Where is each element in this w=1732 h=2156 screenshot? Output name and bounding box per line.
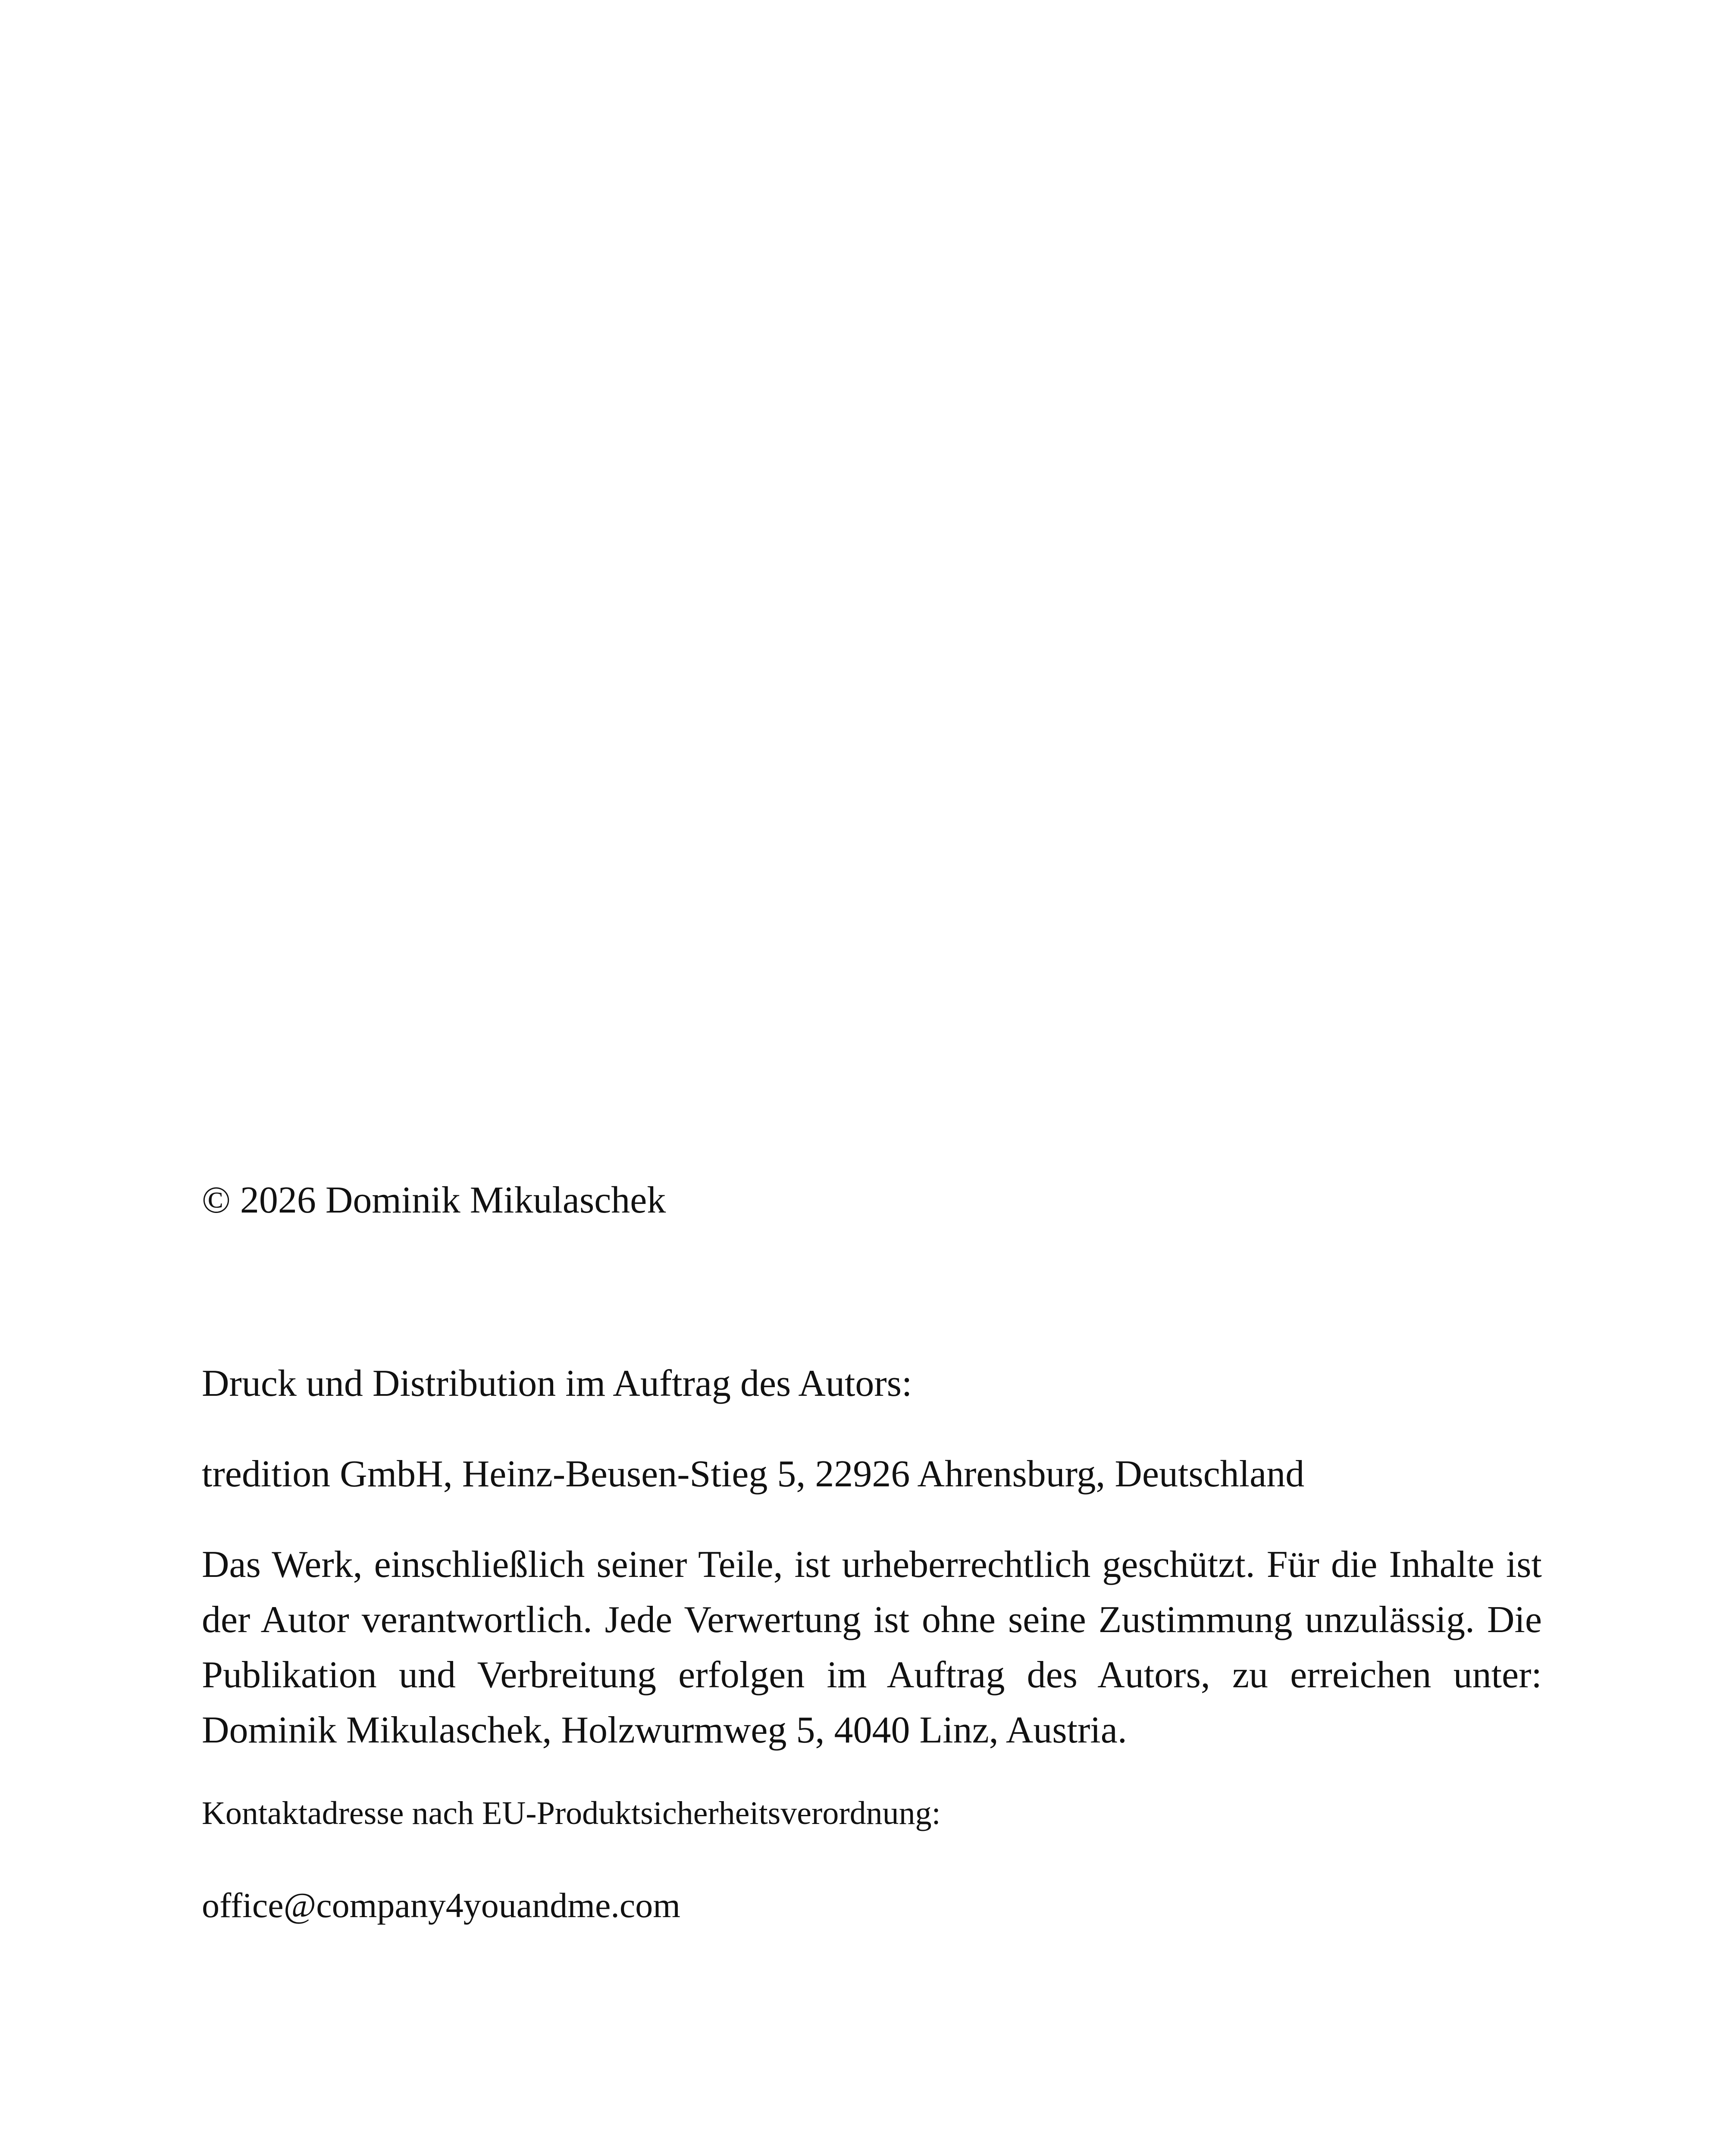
print-distribution-heading: Druck und Distribution im Auftrag des Autors: — [202, 1363, 912, 1404]
publisher-address: tredition GmbH, Heinz-Beusen-Stieg 5, 22926 Ahrensburg, Deutschland — [202, 1453, 1305, 1495]
copyright-legal-notice: Das Werk, einschließlich seiner Teile, ist urheberrechtlich geschützt. Für die Inhalte ist der Autor verantwortlich. Jede Verwertung ist ohne seine Zustimmung unzulässig. Die Publikation und Verbreitung erfolgen im Auftrag des Autors, zu erreichen unter: Dominik Mikulaschek, Holzwurmweg 5, 4040 Linz, Austria. — [202, 1544, 1542, 1751]
copyright-notice: © 2026 Dominik Mikulaschek — [202, 1179, 666, 1221]
contact-address-heading: Kontaktadresse nach EU-Produktsicherheitsverordnung: — [202, 1795, 941, 1831]
contact-email: office@company4youandme.com — [202, 1886, 681, 1925]
